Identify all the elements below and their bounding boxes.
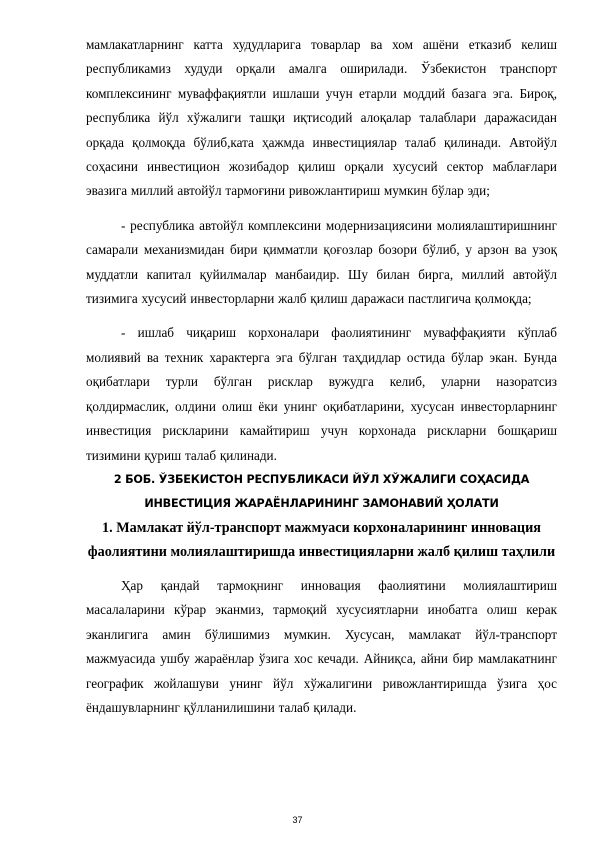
bullet-item: - республика автойўл комплексини модернизациясини молиялаштиришнинг самарали механизмидан бири қимматли қоғозлар бозори бўлиб, у арзон ва узоқ муддатли капитал қуйилмалар манбаидир. Шу билан бирга, миллий автойўл тизимига хусусий инвесторларни жалб қилиш даражаси пастлигича қолмоқда; <box>86 217 557 307</box>
chapter-heading-line-2: ИНВЕСТИЦИЯ ЖАРАЁНЛАРИНИНГ ЗАМОНАВИЙ ҲОЛАТИ <box>144 496 499 510</box>
body-paragraph: Ҳар қандай тармоқнинг инновация фаолиятини молиялаштириш масалаларини кўрар эканмиз, тармоқий хусусиятларни инобатга олиш керак эканлигига амин бўлишимиз мумкин. Хусусан, мамлакат йўл-транспорт мажмуасида ушбу жараёнлар ўзига хос кечади. Айниқса, айни бир мамлакатнинг географик жойлашуви унинг йўл хўжалигини ривожлантиришда ўзига ҳос ёндашувларнинг қўлланилишини талаб қилади. <box>86 577 557 715</box>
section-heading-line-1: 1. Мамлакат йўл-транспорт мажмуаси корхоналарининг инновация <box>102 519 541 536</box>
body-paragraph: мамлакатларнинг катта худудларига товарлар ва хом ашёни етказиб келиш республикамиз худуди орқали амалга оширилади. Ўзбекистон транспорт комплексининг муваффақиятли ишлаши учун етарли моддий базага эга. Бироқ, республика йўл хўжалиги ташқи иқтисодий алоқалар талаблари даражасидан орқада қолмоқда бўлиб,ката ҳажмда инвестициялар талаб қилинади. Автойўл соҳасини инвестицион жозибадор қилиш орқали хусусий сектор маблағлари эвазига миллий автойўл тармоғини ривожлантириш мумкин бўлар эди; <box>86 37 557 199</box>
page-number: 37 <box>292 815 303 825</box>
spacer <box>86 311 557 321</box>
section-heading-line-2: фаолиятини молиялаштиришда инвестицияларни жалб қилиш таҳлили <box>87 543 556 560</box>
bullet-item: - ишлаб чиқариш корхоналари фаолиятининг муваффақияти кўплаб молиявий ва техник характерга эга бўлган таҳдидлар остида бўлар экан. Бунда оқибатлари турли бўлган рисклар вужудга келиб, уларни назоратсиз қолдирмаслик, олдини олиш ёки унинг оқибатларини, хусусан инвесторларнинг инвестиция рискларини камайтириш учун корхонада рискларни бошқариш тизимини қуриш талаб қилинади. <box>86 325 557 463</box>
spacer <box>86 564 557 574</box>
document-page <box>86 33 557 720</box>
chapter-heading-line-1: 2 БОБ. ЎЗБЕКИСТОН РЕСПУБЛИКАСИ ЙЎЛ ХЎЖАЛИГИ СОҲАСИДА <box>113 472 530 486</box>
spacer <box>86 204 557 214</box>
